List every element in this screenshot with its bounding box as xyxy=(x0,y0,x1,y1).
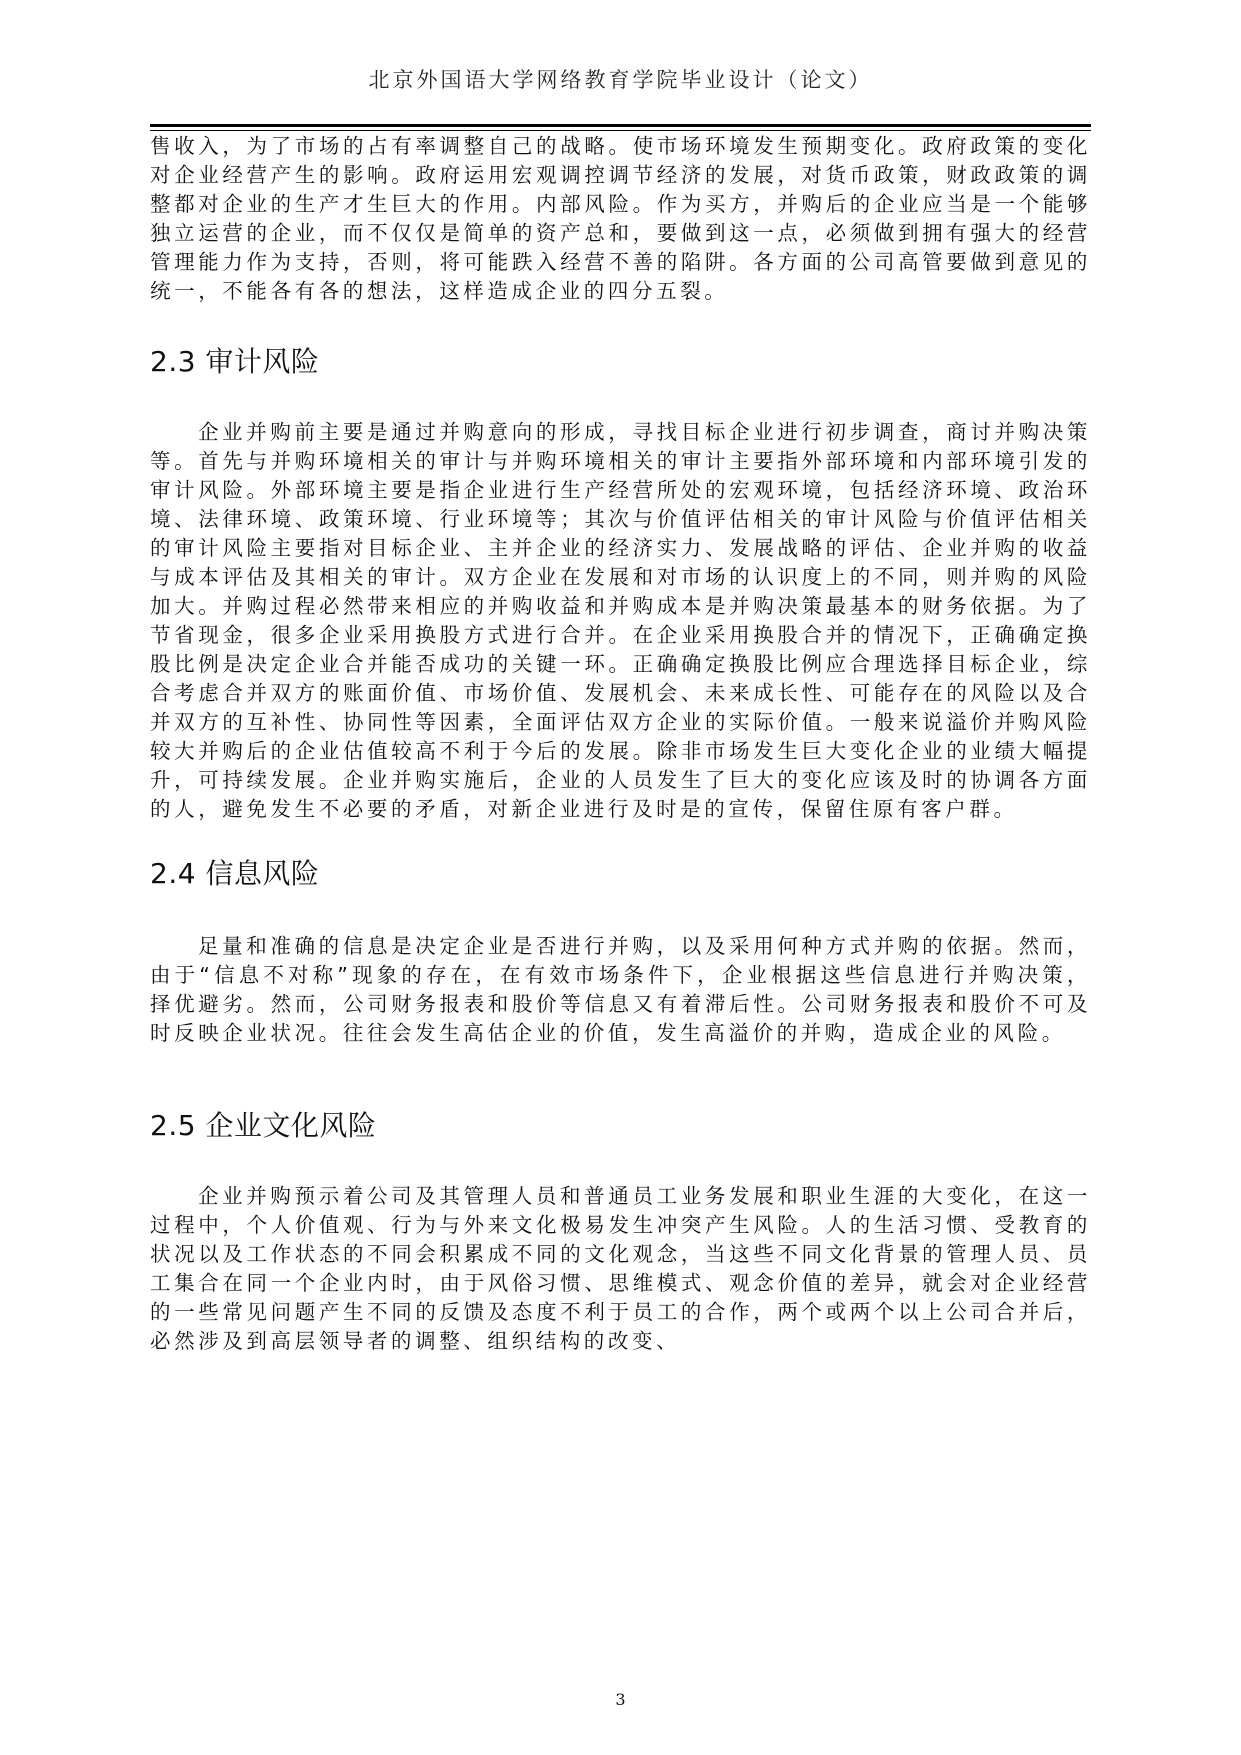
section-paragraph-culture-risk: 企业并购预示着公司及其管理人员和普通员工业务发展和职业生涯的大变化，在这一过程中，个人价值观、行为与外来文化极易发生冲突产生风险。人的生活习惯、受教育的状况以及工作状态的不同会积累成不同的文化观念，当这些不同文化背景的管理人员、员工集合在同一个企业内时，由于风俗习惯、思维模式、观念价值的差异，就会对企业经营的一些常见问题产生不同的反馈及态度不利于员工的合作，两个或两个以上公司合并后，必然涉及到高层领导者的调整、组织结构的改变、 xyxy=(150,1184,1091,1353)
document-body xyxy=(150,132,1091,1356)
section-paragraph-information-risk: 足量和准确的信息是决定企业是否进行并购，以及采用何种方式并购的依据。然而，由于“信息不对称”现象的存在，在有效市场条件下，企业根据这些信息进行并购决策，择优避劣。然而，公司财务报表和股价等信息又有着滞后性。公司财务报表和股价不可及时反映企业状况。往往会发生高估企业的价值，发生高溢价的并购，造成企业的风险。 xyxy=(150,934,1091,1045)
section-heading-information-risk: 2.4 信息风险 xyxy=(150,857,320,890)
section-paragraph-audit-risk: 企业并购前主要是通过并购意向的形成，寻找目标企业进行初步调查，商讨并购决策等。首先与并购环境相关的审计与并购环境相关的审计主要指外部环境和内部环境引发的审计风险。外部环境主要是指企业进行生产经营所处的宏观环境，包括经济环境、政治环境、法律环境、政策环境、行业环境等；其次与价值评估相关的审计风险与价值评估相关的审计风险主要指对目标企业、主并企业的经济实力、发展战略的评估、企业并购的收益与成本评估及其相关的审计。双方企业在发展和对市场的认识度上的不同，则并购的风险加大。并购过程必然带来相应的并购收益和并购成本是并购决策最基本的财务依据。为了节省现金，很多企业采用换股方式进行合并。在企业采用换股合并的情况下，正确确定换股比例是决定企业合并能否成功的关键一环。正确确定换股比例应合理选择目标企业，综合考虑合并双方的账面价值、市场价值、发展机会、未来成长性、可能存在的风险以及合并双方的互补性、协同性等因素，全面评估双方企业的实际价值。一般来说溢价并购风险较大并购后的企业估值较高不利于今后的发展。除非市场发生巨大变化企业的业绩大幅提升，可持续发展。企业并购实施后，企业的人员发生了巨大的变化应该及时的协调各方面的人，避免发生不必要的矛盾，对新企业进行及时是的宣传，保留住原有客户群。 xyxy=(150,420,1091,821)
intro-paragraph: 售收入，为了市场的占有率调整自己的战略。使市场环境发生预期变化。政府政策的变化对企业经营产生的影响。政府运用宏观调控调节经济的发展，对货币政策，财政政策的调整都对企业的生产才生巨大的作用。内部风险。作为买方，并购后的企业应当是一个能够独立运营的企业，而不仅仅是简单的资产总和，要做到这一点，必须做到拥有强大的经营管理能力作为支持，否则，将可能跌入经营不善的陷阱。各方面的公司高管要做到意见的统一，不能各有各的想法，这样造成企业的四分五裂。 xyxy=(150,134,1091,303)
page-number: 3 xyxy=(615,1690,626,1709)
section-heading-audit-risk: 2.3 审计风险 xyxy=(150,345,320,378)
section-heading-culture-risk: 2.5 企业文化风险 xyxy=(150,1109,377,1142)
header-rule-thick xyxy=(150,124,1091,127)
header-rule-thin xyxy=(150,130,1091,131)
page-header-title: 北京外国语大学网络教育学院毕业设计（论文） xyxy=(368,68,873,92)
